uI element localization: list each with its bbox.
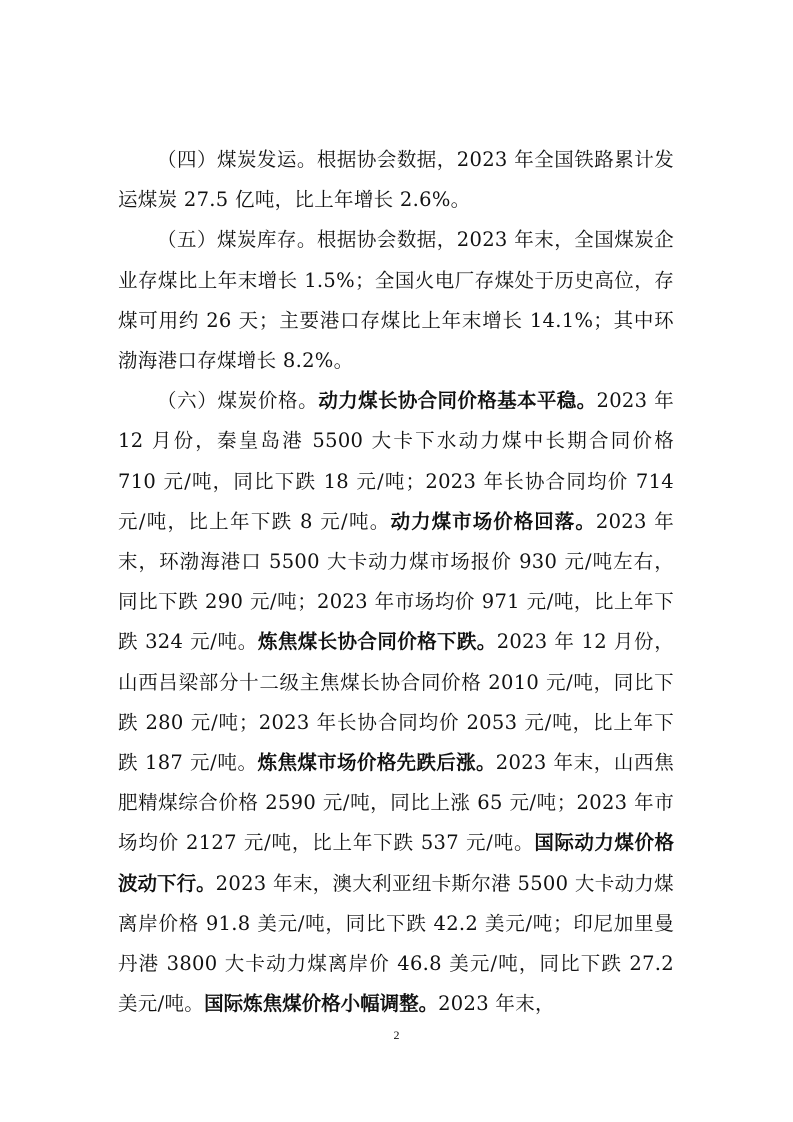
paragraph-text: 2023 年末，山西焦肥精煤综合价格 2590 元/吨，同比上涨 65 元/吨；2023 年市场均价 2127 元/吨，比上年下跌 537 元/吨。 bbox=[118, 751, 675, 855]
bold-heading-text: 动力煤市场价格回落。 bbox=[390, 509, 596, 533]
paragraph-text: 2023 年 12 月份，秦皇岛港 5500 大卡下水动力煤中长期合同价格 710 元/吨，同比下跌 18 元/吨；2023 年长协合同均价 714 元/吨，比上年下跌 8 元/吨。 bbox=[118, 389, 674, 533]
page-number: 2 bbox=[393, 1028, 400, 1042]
bold-heading-text: 炼焦煤长协合同价格下跌。 bbox=[257, 630, 497, 654]
paragraph-text: 2023 年末，澳大利亚纽卡斯尔港 5500 大卡动力煤离岸价格 91.8 美元/吨，同比下跌 42.2 美元/吨；印尼加里曼丹港 3800 大卡动力煤离岸价 46.8 美元/吨，同比下跌 27.2 美元/吨。 bbox=[118, 871, 674, 1016]
bold-heading-text: 国际炼焦煤价格小幅调整。 bbox=[204, 992, 439, 1016]
paragraph bbox=[118, 140, 674, 220]
bold-heading-text: 动力煤长协合同价格基本平稳。 bbox=[318, 389, 597, 413]
paragraph-text: （四）煤炭发运。根据协会数据，2023 年全国铁路累计发运煤炭 27.5 亿吨，比上年增长 2.6%。 bbox=[118, 148, 674, 212]
paragraph-text: 2023 年末， bbox=[438, 992, 555, 1016]
body-text bbox=[118, 140, 674, 1024]
paragraph bbox=[118, 220, 674, 381]
bold-heading-text: 炼焦煤市场价格先跌后涨。 bbox=[257, 751, 496, 775]
paragraph bbox=[118, 381, 674, 1024]
paragraph-text: 2023 年末，环渤海港口 5500 大卡动力煤市场报价 930 元/吨左右，同比下跌 290 元/吨；2023 年市场均价 971 元/吨，比上年下跌 324 元/吨。 bbox=[118, 509, 675, 654]
paragraph-text: 2023 年 12 月份，山西吕梁部分十二级主焦煤长协合同价格 2010 元/吨，同比下跌 280 元/吨；2023 年长协合同均价 2053 元/吨，比上年下跌 187 元/吨。 bbox=[118, 630, 674, 775]
bold-heading-text: 国际动力煤价格波动下行。 bbox=[118, 831, 674, 895]
paragraph-text: （六）煤炭价格。 bbox=[157, 389, 319, 413]
paragraph-text: （五）煤炭库存。根据协会数据，2023 年末，全国煤炭企业存煤比上年末增长 1.5%；全国火电厂存煤处于历史高位，存煤可用约 26 天；主要港口存煤比上年末增长 14.1%；其中环渤海港口存煤增长 8.2%。 bbox=[118, 228, 674, 373]
